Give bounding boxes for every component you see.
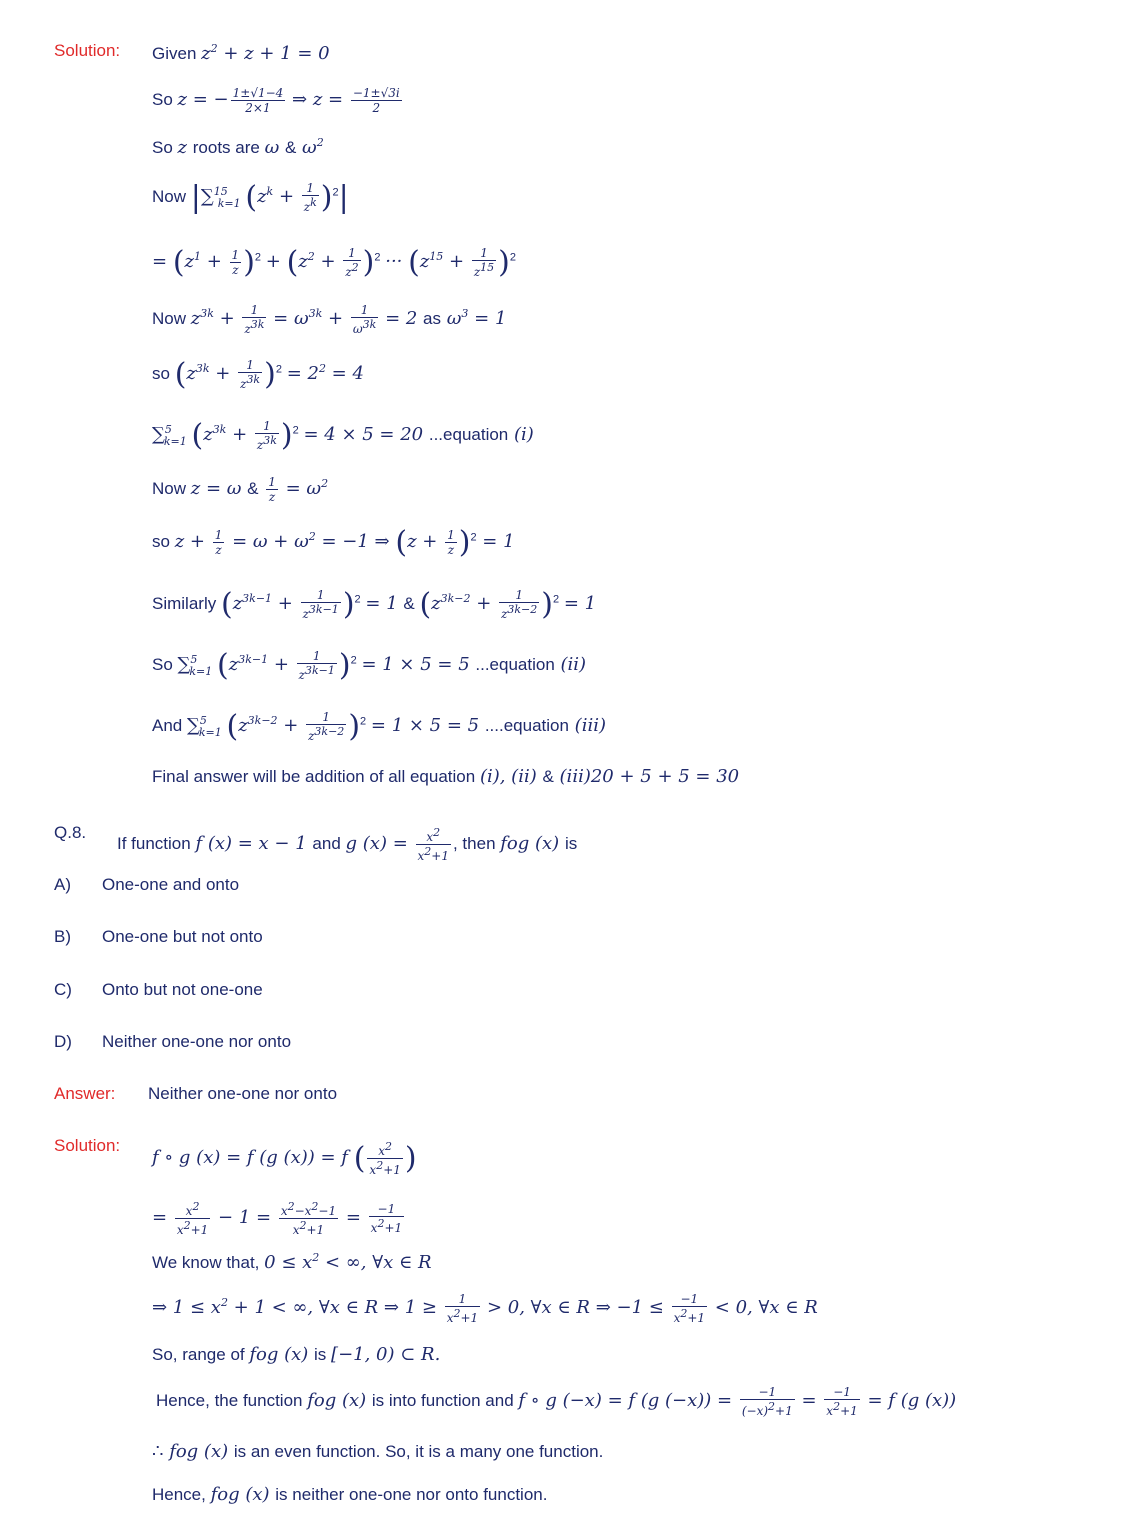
equation-i-line: ∑$^5_{k=1}$ ($z^{3k}$ + $\frac{1}{z^{3k}}$ )$^2$ = 4 × 5 = 20 ...equation (i): [152, 418, 534, 453]
inequality-line: ⇒ $1 \le x^2 + 1$ < ∞, ∀x ∈ R ⇒ 1 ≥ $\frac{1}{x^2+1}$ > 0, ∀x ∈ R ⇒ −1 ≤ $\frac{-1}{x^2+1}$ < 0, ∀x ∈ R: [152, 1292, 818, 1325]
option-d-text: Neither one-one nor onto: [102, 1032, 292, 1051]
range-line: So, range of fog (x) is [−1, 0) ⊂ R.: [152, 1344, 441, 1365]
square-line: so ($z^{3k}$ + $\frac{1}{z^{3k}}$ )$^2 = 2^2 = 4$: [152, 357, 364, 392]
roots-line: So z roots are ω & $\omega^2$: [152, 136, 324, 158]
option-c-letter: C): [54, 980, 72, 999]
we-know-line: We know that, $0 \le x^2$ < ∞, ∀x ∈ R: [152, 1251, 432, 1273]
omega-substitution-line: Now z = ω & $\frac{1}{z}$ = $\omega^2$: [152, 475, 329, 504]
option-b-text: One-one but not onto: [102, 927, 263, 946]
answer-text: Neither one-one nor onto: [148, 1084, 338, 1103]
simplification-line: = $\frac{x^2}{x^2+1}$ − 1 = $\frac{x^2-x^2-1}{x^2+1}$ = $\frac{-1}{x^2+1}$: [152, 1200, 403, 1237]
therefore-line: ∴ fog (x) is an even function. So, it is a many one function.: [152, 1441, 604, 1462]
conclusion-line: Hence, fog (x) is neither one-one nor onto function.: [152, 1484, 548, 1505]
equation-ii-line: So ∑$^5_{k=1}$ ($z^{3k-1}$ + $\frac{1}{z^{3k-1}}$ )$^2$ = 1 × 5 = 5 ...equation (ii): [152, 648, 587, 683]
omega-identity-line: Now $z^{3k}$ + $\frac{1}{z^{3k}}$ = $\omega^{3k}$ + $\frac{1}{\omega^{3k}}$ = 2 as $\omega^3 = 1$: [152, 303, 507, 336]
answer-label: Answer:: [54, 1084, 116, 1103]
question-number: Q.8.: [54, 823, 87, 842]
option-a-letter: A): [54, 875, 71, 894]
even-function-line: Hence, the function fog (x) is into function and f ∘ g (−x) = f (g (−x)) = $\frac{-1}{(-x)^2+1}$ = $\frac{-1}{x^2+1}$ = f (g (x)): [156, 1385, 957, 1418]
solution-label-2: Solution:: [54, 1136, 121, 1155]
final-answer-line: Final answer will be addition of all equation (i), (ii) & (iii)20 + 5 + 5 = 30: [152, 766, 740, 787]
solution-label: Solution:: [54, 41, 121, 60]
option-d-letter: D): [54, 1032, 72, 1051]
sum-expression-line: Now |∑$^{15}_{k=1}$ ($z^k$ + $\frac{1}{z^k}$ )$^2$|: [152, 180, 349, 215]
given-line: Given $z^2 + z + 1 = 0$: [152, 42, 330, 64]
similarly-line: Similarly ($z^{3k-1}$ + $\frac{1}{z^{3k-1}}$ )$^2$ = 1 & ($z^{3k-2}$ + $\frac{1}{z^{3k-2}}$ )$^2$ = 1: [152, 587, 597, 622]
option-c-text: Onto but not one-one: [102, 980, 263, 999]
option-b-letter: B): [54, 927, 71, 946]
composition-line: f ∘ g (x) = f (g (x)) = f ( $\frac{x^2}{x^2+1}$ ): [152, 1140, 417, 1177]
sum-one-line: so z + $\frac{1}{z}$ = $\omega + \omega^2 = -1$ ⇒ (z + $\frac{1}{z}$ )$^2$ = 1: [152, 525, 515, 560]
expansion-line: = ($z^1$ + $\frac{1}{z}$ )$^2 + (z^2$ + $\frac{1}{z^2}$ )$^2$ ··· ($z^{15}$ + $\frac{1}{z^{15}}$ )$^2$: [152, 245, 517, 280]
equation-iii-line: And ∑$^5_{k=1}$ ($z^{3k-2}$ + $\frac{1}{z^{3k-2}}$ )$^2$ = 1 × 5 = 5 ....equation (iii): [152, 709, 606, 744]
option-a-text: One-one and onto: [102, 875, 240, 894]
question-text: If function f (x) = x − 1 and g (x) = $\frac{x^2}{x^2+1}$ , then fog (x) is: [117, 826, 578, 863]
roots-formula-line: So z = − $\frac{1\pm√1-4}{2\times 1}$ ⇒ z = $\frac{-1\pm√3i}{2}$: [152, 86, 400, 115]
